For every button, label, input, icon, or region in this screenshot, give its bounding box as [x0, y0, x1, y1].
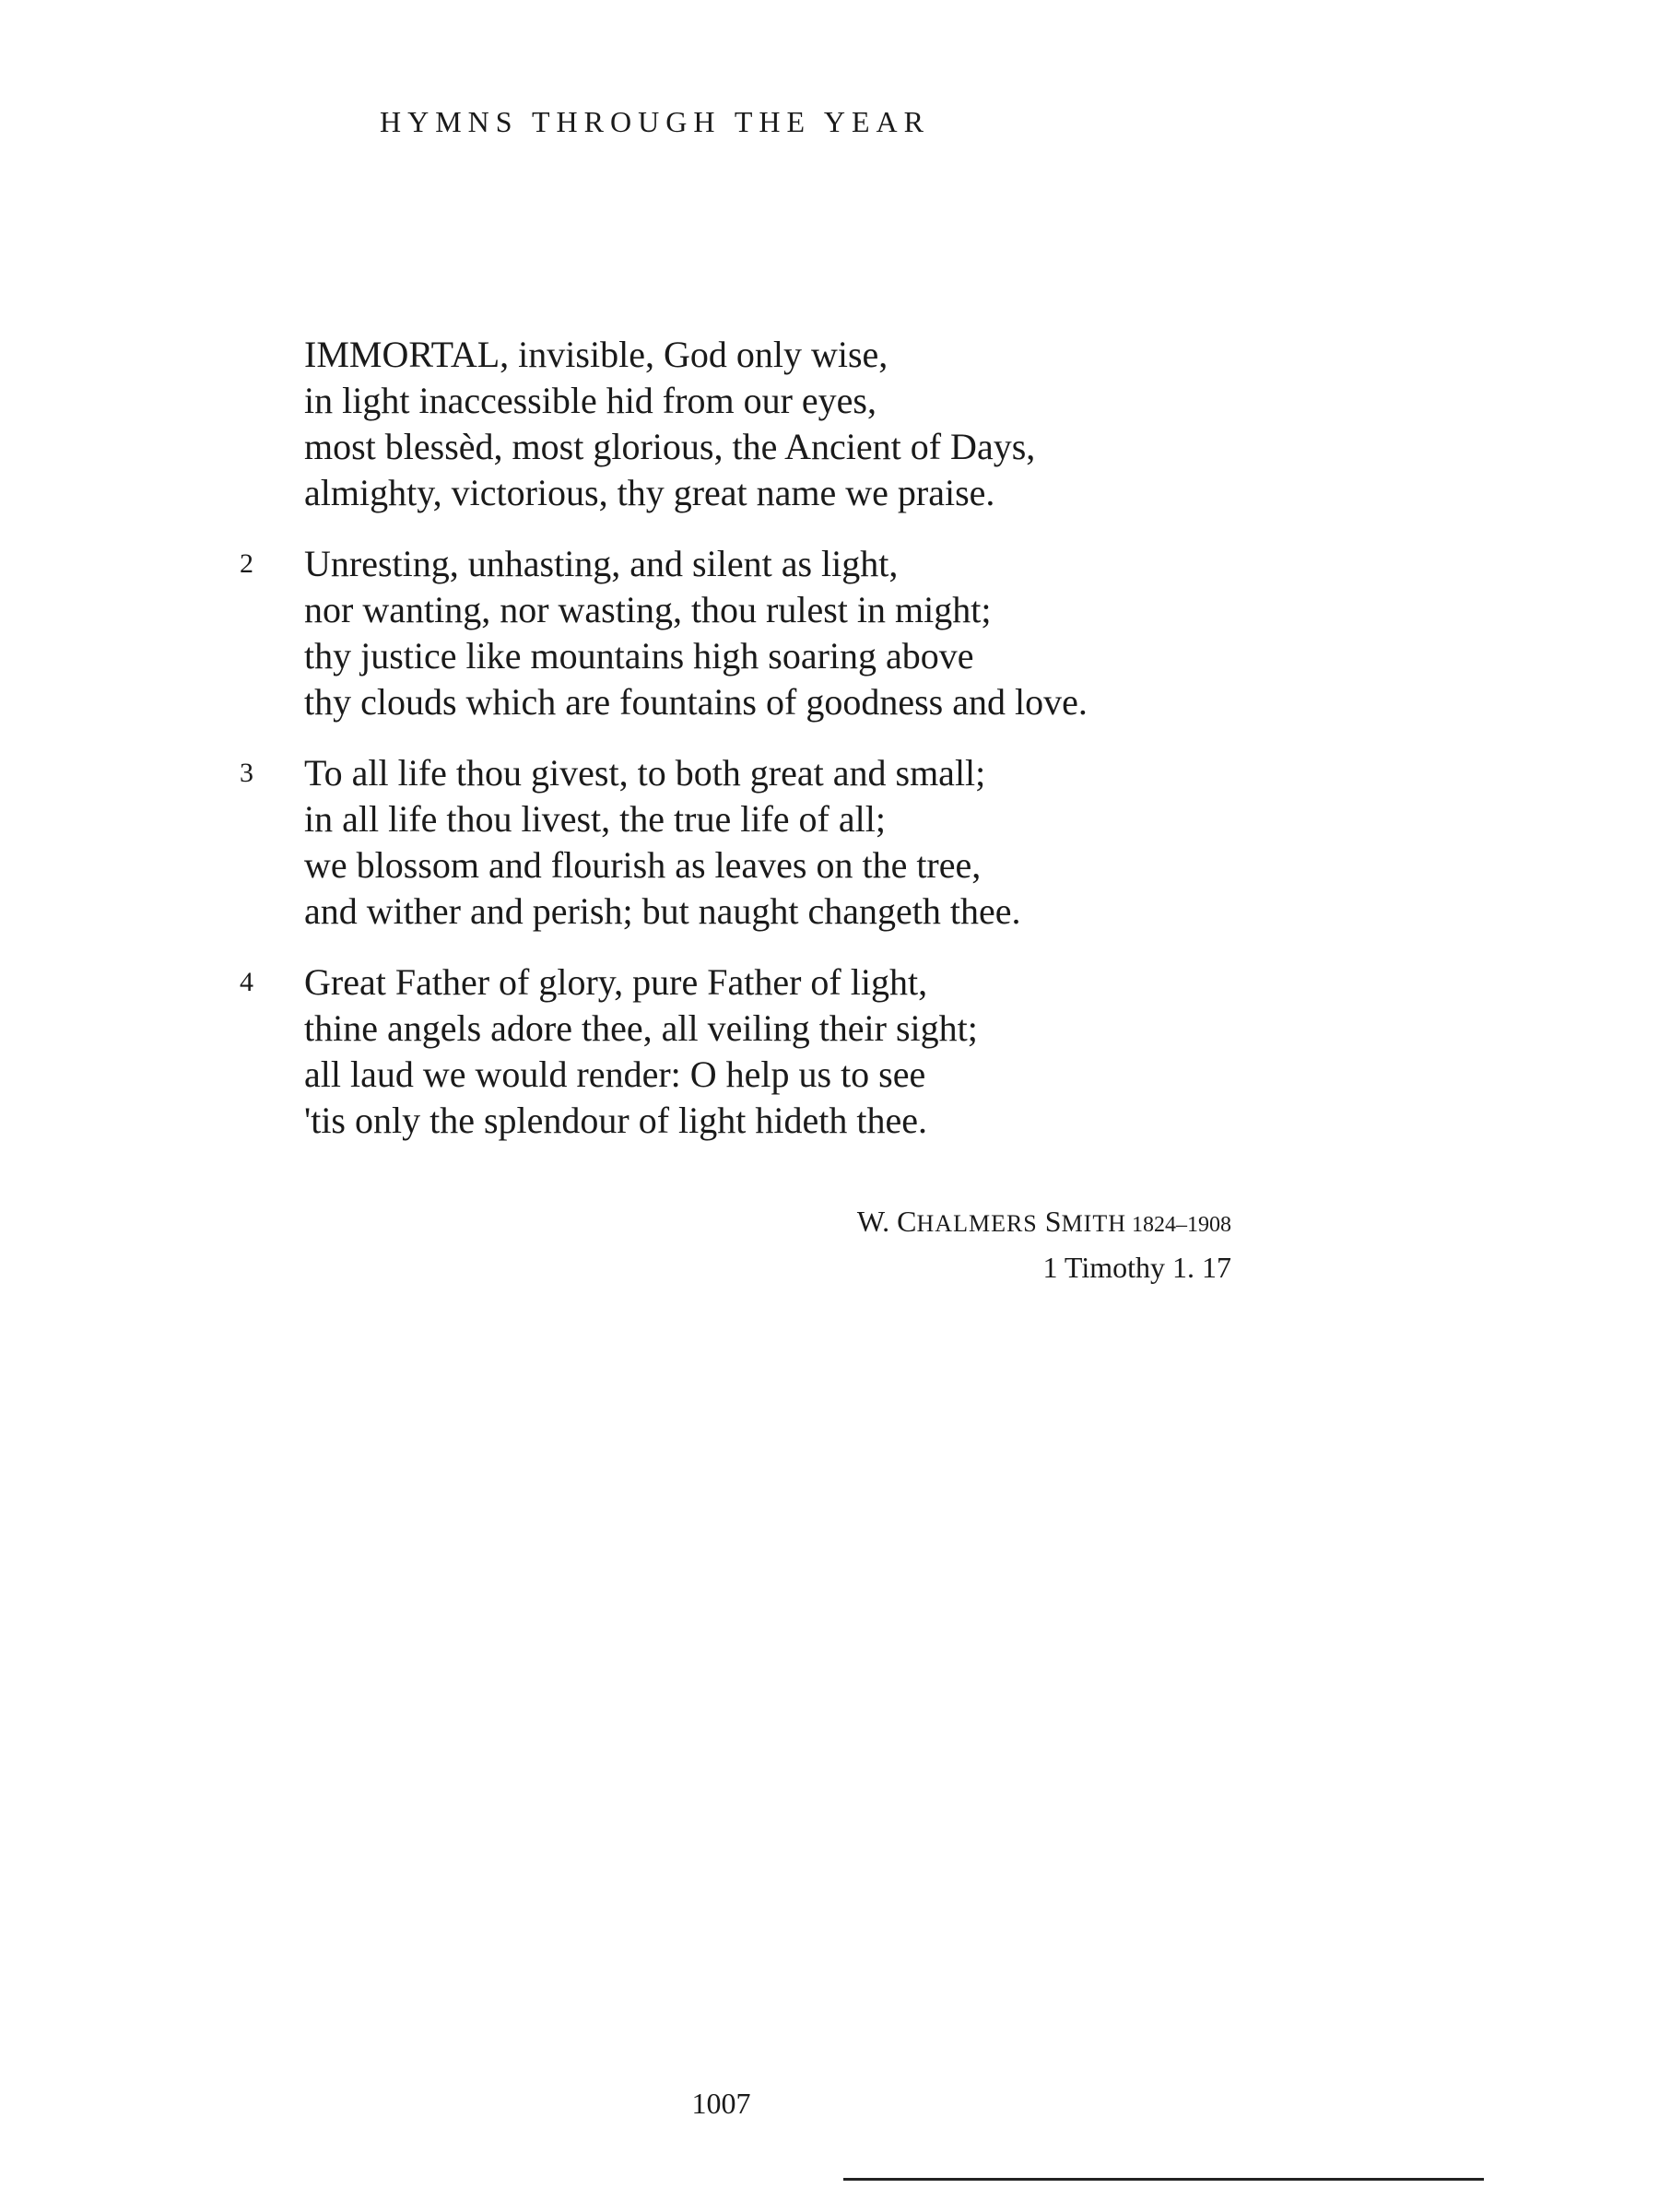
verse-line: thy clouds which are fountains of goodness and love. [304, 681, 1088, 723]
author-small-caps: HALMERS [916, 1210, 1038, 1237]
verse-line: To all life thou givest, to both great and small; [304, 752, 986, 794]
verse-line: Unresting, unhasting, and silent as light, [304, 543, 899, 584]
verse-line: in all life thou livest, the true life of all; [304, 798, 886, 840]
verse-4 [240, 959, 1346, 1144]
verse-2 [240, 541, 1346, 725]
verse-number: 4 [240, 967, 253, 997]
hymn-text [240, 332, 1346, 1144]
author-dates: 1824–1908 [1132, 1213, 1231, 1237]
scripture-reference: 1 Timothy 1. 17 [1042, 1251, 1231, 1284]
running-title: HYMNS THROUGH THE YEAR [380, 105, 930, 138]
verse-line: thine angels adore thee, all veiling their sight; [304, 1007, 978, 1049]
verse-line: all laud we would render: O help us to see [304, 1053, 926, 1095]
verse-number: 3 [240, 758, 253, 788]
verse-line: 'tis only the splendour of light hideth thee. [304, 1100, 927, 1141]
attribution [857, 1200, 1231, 1288]
verse-3 [240, 750, 1346, 935]
author-initial: W. C [856, 1205, 917, 1238]
verse-line: we blossom and flourish as leaves on the tree, [304, 844, 982, 886]
page-number: 1007 [691, 2087, 751, 2120]
verse-number: 2 [240, 548, 253, 579]
verse-line: Great Father of glory, pure Father of light, [304, 961, 928, 1003]
author-initial: S [1037, 1205, 1062, 1238]
verse-line: nor wanting, nor wasting, thou rulest in might; [304, 589, 992, 630]
verse-line: and wither and perish; but naught changeth thee. [304, 890, 1021, 932]
author-small-caps: MITH [1061, 1210, 1126, 1237]
verse-line: IMMORTAL, invisible, God only wise, [304, 334, 888, 375]
verse-line: in light inaccessible hid from our eyes, [304, 380, 877, 421]
verse-line: thy justice like mountains high soaring above [304, 635, 974, 677]
author-credit [857, 1200, 1231, 1246]
verse-1 [240, 332, 1346, 516]
verse-line: almighty, victorious, thy great name we praise. [304, 472, 995, 513]
verse-line: most blessèd, most glorious, the Ancient of Days, [304, 426, 1036, 467]
footer-rule [843, 2178, 1484, 2181]
